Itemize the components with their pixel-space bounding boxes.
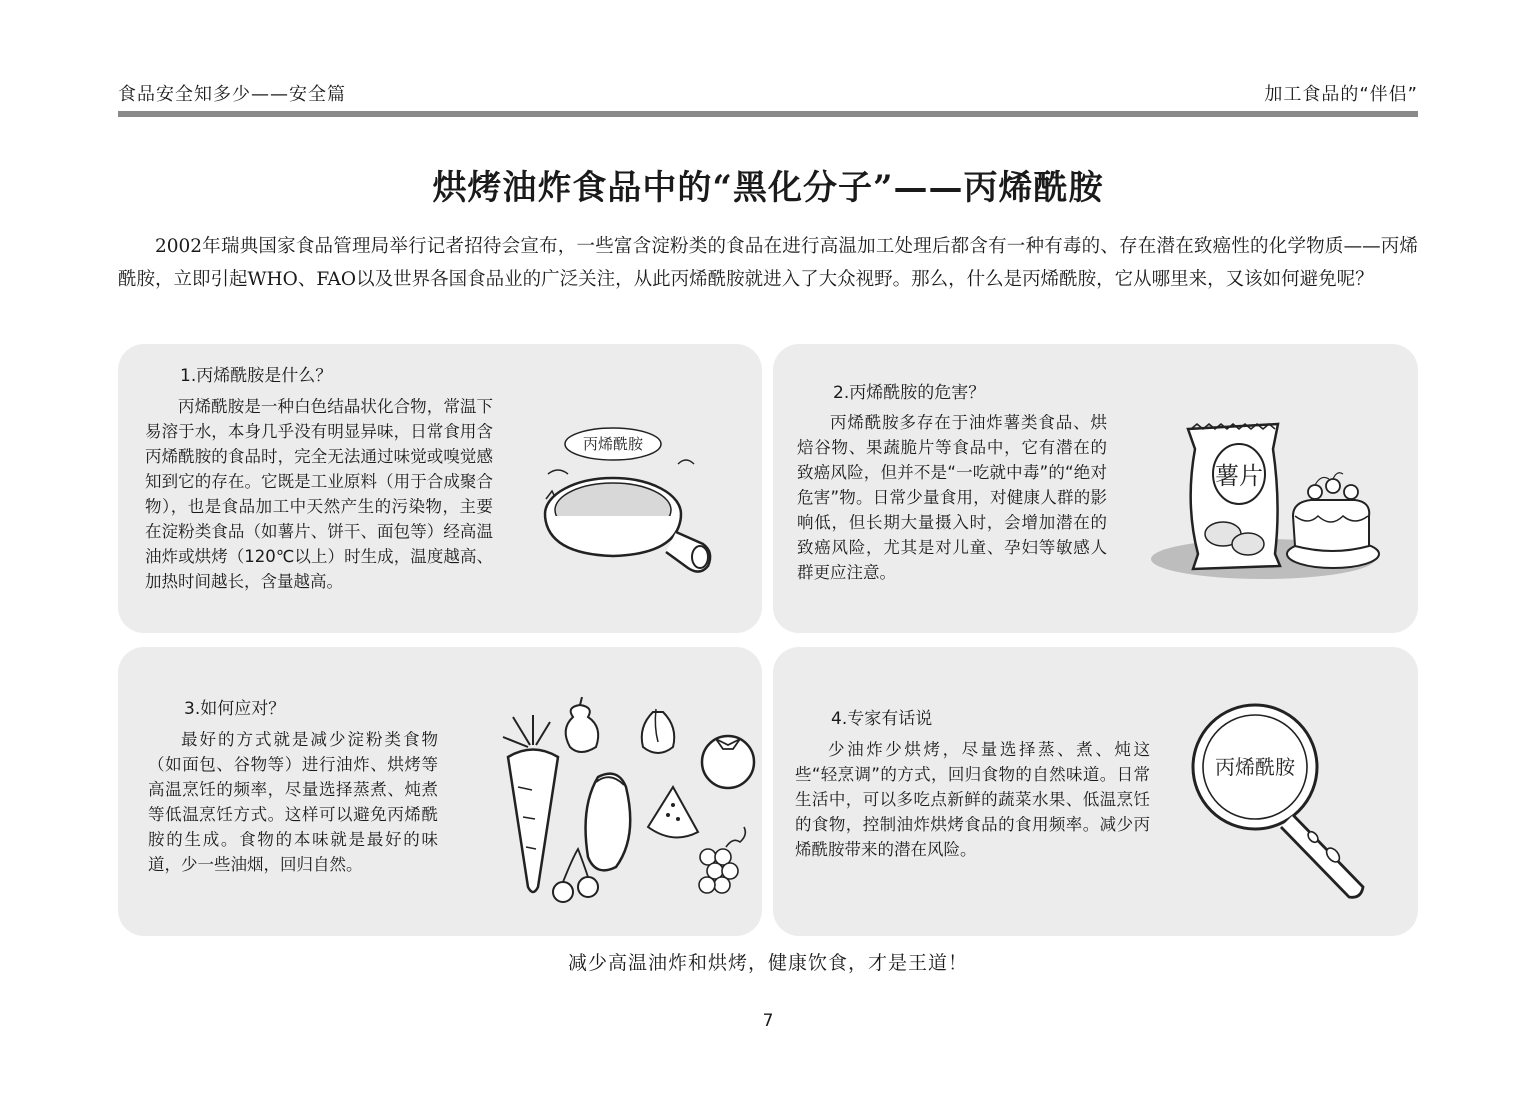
peach-icon <box>642 709 675 753</box>
fruits-and-vegetables-icon <box>478 697 758 907</box>
card-what-is <box>118 344 762 633</box>
card-text: 少油炸少烘烤，尽量选择蒸、煮、炖这些“轻烹调”的方式，回归食物的自然味道。日常生活中，可以多吃点新鲜的蔬菜水果、低温烹饪的食物，控制油炸烘烤食品的食用频率。减少丙烯酰胺带来的潜在风险。 <box>795 740 1150 859</box>
magnifying-glass-icon <box>1173 687 1373 902</box>
header-left: 食品安全知多少——安全篇 <box>118 84 346 105</box>
illustration-label: 丙烯酰胺 <box>1215 755 1295 779</box>
header-right: 加工食品的“伴侣” <box>1264 84 1418 105</box>
card-text: 最好的方式就是减少淀粉类食物（如面包、谷物等）进行油炸、烘烤等高温烹饪的频率，尽量选择蒸煮、炖煮等低温烹饪方式。这样可以避免丙烯酰胺的生成。食物的本味就是最好的味道，少一些油烟，回归自然。 <box>148 730 438 874</box>
card-expert-advice <box>773 647 1418 936</box>
page-title: 烘烤油炸食品中的“黑化分子”——丙烯酰胺 <box>432 168 1104 208</box>
grapes-icon <box>699 827 745 893</box>
watermelon-icon <box>648 787 698 837</box>
card-title: 1.丙烯酰胺是什么？ <box>180 366 333 386</box>
illustration-label: 薯片 <box>1215 462 1263 490</box>
chips-bag-and-cake-icon <box>1143 404 1383 584</box>
carrot-icon <box>503 715 558 892</box>
card-text: 丙烯酰胺多存在于油炸薯类食品、烘焙谷物、果蔬脆片等食品中，它有潜在的致癌风险，但并不是“一吃就中毒”的“绝对危害”物。日常少量食用，对健康人群的影响低，但长期大量摄入时，会增加潜在的致癌风险，尤其是对儿童、孕妇等敏感人群更应注意。 <box>797 413 1107 582</box>
card-how-to-respond <box>118 647 762 936</box>
eggplant-icon <box>586 774 631 871</box>
illustration-label: 丙烯酰胺 <box>582 435 644 453</box>
tomato-icon <box>702 736 754 788</box>
card-text: 丙烯酰胺是一种白色结晶状化合物，常温下易溶于水，本身几乎没有明显异味，日常食用含丙烯酰胺的食品时，完全无法通过味觉或嗅觉感知到它的存在。它既是工业原料（用于合成聚合物），也是食品加工中天然产生的污染物，主要在淀粉类食品（如薯片、饼干、面包等）经高温油炸或烘烤（120℃以上）时生成，温度越高、加热时间越长，含量越高。 <box>145 397 493 591</box>
header-rule <box>118 111 1418 117</box>
card-title: 3.如何应对？ <box>184 699 286 719</box>
pepper-icon <box>566 697 599 752</box>
closing-slogan: 减少高温油炸和烘烤，健康饮食，才是王道！ <box>567 952 968 974</box>
intro-paragraph: 2002年瑞典国家食品管理局举行记者招待会宣布，一些富含淀粉类的食品在进行高温加工处理后都含有一种有毒的、存在潜在致癌性的化学物质——丙烯酰胺，立即引起WHO、FAO以及世界各国食品业的广泛关注，从此丙烯酰胺就进入了大众视野。那么，什么是丙烯酰胺，它从哪里来，又该如何避免呢？ <box>118 236 1418 290</box>
card-title: 2.丙烯酰胺的危害？ <box>833 383 986 403</box>
card-hazards <box>773 344 1418 633</box>
page-number: 7 <box>762 1011 774 1031</box>
frying-pan-icon <box>528 404 728 594</box>
card-title: 4.专家有话说 <box>831 709 933 729</box>
